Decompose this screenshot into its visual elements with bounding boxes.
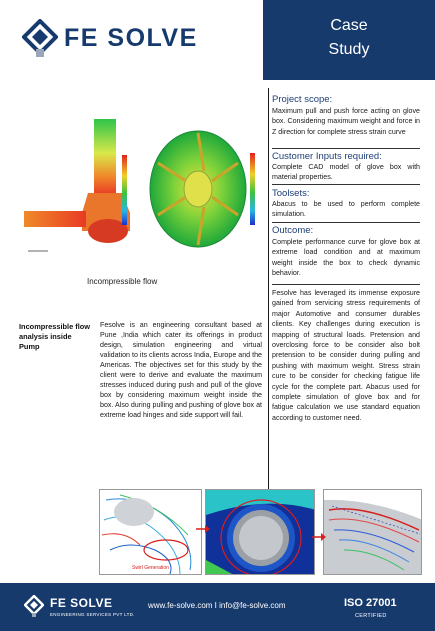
project-scope-title: Project scope: bbox=[272, 94, 333, 105]
footer-brand-name: FE SOLVE bbox=[50, 596, 113, 610]
volute-cfd-image bbox=[205, 489, 315, 575]
fe-solve-logo-icon bbox=[22, 19, 58, 59]
customer-inputs-body: Complete CAD model of glove box with material properties. bbox=[272, 163, 420, 182]
case-study-banner bbox=[263, 0, 435, 80]
section-divider bbox=[272, 148, 420, 149]
pump-flow-simulation-image bbox=[18, 113, 268, 265]
summary-body: Fesolve has leveraged its immense exposure gained from servicing stress requirements of major Automotive and consumer durables clients. Key challenges during execution is mapping of structural loads. Pretension and overclosing force to be consider also bolt pretension to be consider during pulling and pushing with maximum weight. Stress strain cure to be consider for checking fatigue life cycle for the complete part. Abacus used for complete simulation of glove box and for fatigue calculation we use standard equation according to customer need. bbox=[272, 289, 420, 422]
iso-certification: ISO 27001 bbox=[344, 597, 397, 609]
customer-inputs-title: Customer Inputs required: bbox=[272, 151, 382, 162]
section-divider bbox=[272, 284, 420, 285]
footer-brand-tagline: ENGINEERING SERVICES PVT LTD. bbox=[50, 612, 135, 617]
footer-logo-icon bbox=[24, 595, 44, 619]
toolsets-body: Abacus to be used to perform complete simulation. bbox=[272, 200, 420, 219]
section-divider bbox=[272, 222, 420, 223]
project-scope-body: Maximum pull and push force acting on glove box. Considering maximum weight and force in Z direction for complete stress strain curve bbox=[272, 107, 420, 136]
outcome-body: Complete performance curve for glove box at extreme load condition and at maximum weight inside the box to check dynamic behavior. bbox=[272, 238, 420, 278]
company-description: Fesolve is an engineering consultant based at Pune ,India which cater its offerings in product design, simulation engineering and virtual validation to its clients across India, Europe and the Americas. The objectives set for this study by the client were to derive and evaluate the maximum stresses induced during push and pull of the glove box by considering maximum weight inside the box. Also during pulling and pushing of glove box at extreme load hinges and side support will fail. bbox=[100, 321, 262, 419]
velocity-vectors-image bbox=[323, 489, 422, 575]
arrow-right-icon bbox=[196, 524, 210, 534]
banner-line-1: Case bbox=[330, 17, 368, 34]
column-divider bbox=[268, 88, 269, 490]
outcome-title: Outcome: bbox=[272, 225, 314, 236]
section-divider bbox=[272, 184, 420, 185]
swirl-label: Swirl Generation bbox=[132, 565, 169, 571]
simulation-caption: Incompressible flow bbox=[87, 277, 158, 286]
iso-certified-label: CERTIFIED bbox=[355, 613, 387, 619]
side-title: Incompressible flow analysis inside Pump bbox=[19, 322, 91, 351]
banner-line-2: Study bbox=[328, 41, 370, 58]
arrow-right-icon bbox=[312, 532, 326, 542]
swirl-generation-image bbox=[99, 489, 202, 575]
footer-contact[interactable]: www.fe-solve.com I info@fe-solve.com bbox=[148, 601, 286, 610]
brand-name: FE SOLVE bbox=[64, 24, 198, 52]
toolsets-title: Toolsets: bbox=[272, 188, 310, 199]
